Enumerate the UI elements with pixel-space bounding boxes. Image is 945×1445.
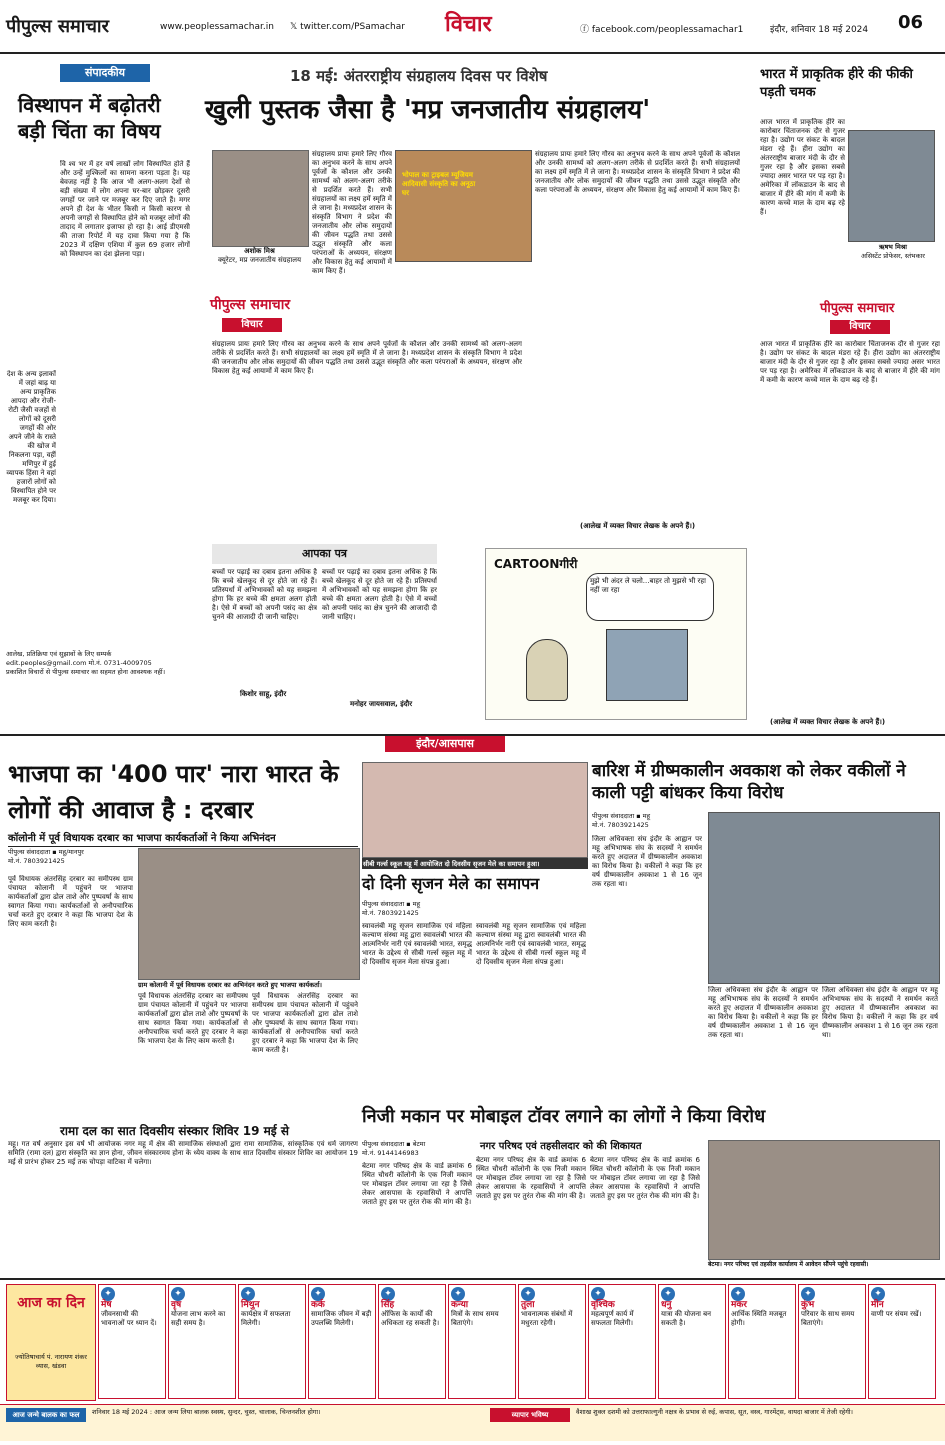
zodiac-box	[518, 1284, 586, 1399]
zodiac-symbol-icon: ✦	[521, 1287, 535, 1301]
author-title: क्यूरेटर, मप्र जनजातीय संग्रहालय	[217, 256, 302, 264]
letters-body-1: बच्चों पर पढ़ाई का दबाव इतना अधिक है कि बच्चे खेलकूद से दूर होते जा रहे हैं। प्रतिस्पर्धा में अभिभावकों को यह समझना होगा कि हर बच्चे की क्षमता अलग होती है। ऐसे में बच्चों को अपनी पसंद का क्षेत्र चुनने की आजादी दी जानी चाहिए।	[212, 568, 317, 621]
zodiac-sign-name: तुला	[521, 1300, 535, 1310]
feature-headline: खुली पुस्तक जैसा है 'मप्र जनजातीय संग्रहालय'	[205, 95, 651, 125]
brand-badge-2: पीपुल्स समाचार	[820, 301, 895, 316]
cooler-drawing	[606, 629, 688, 701]
museum-photo-caption: भोपाल का ट्राइबल म्यूजियम आदिवासी संस्कृति का अनूठा घर	[402, 171, 476, 197]
story2-body-2: स्वावलंबी महू सृजन सामाजिक एवं महिला कल्याण संस्था महू द्वारा स्वावलंबी भारत की आत्मनिर्भर नारी एवं स्वावलंबी भारत, समृद्ध भारत के उद्देश्य से सीबी गर्ल्स स्कूल महू में दो दिवसीय सृजन मेला संपन्न हुआ।	[476, 922, 586, 966]
author-name: अशोक मिश्र	[244, 247, 275, 255]
kid-label: आज जन्मे बालक का फल	[6, 1408, 86, 1422]
editorial-footer	[6, 650, 191, 677]
story1-body-2: पूर्व विधायक अंतरसिंह दरबार का समीपस्थ ग्राम पंचायत कोलानी में पहुंचने पर भाजपा कार्यकर्ताओं द्वारा ढोल ताशे और पुष्पवर्षा के साथ स्वागत किया गया। कार्यकर्ताओं से अनौपचारिक चर्चा करते हुए दरबार ने कहा कि भाजपा देश के लिए काम करती है।	[138, 992, 248, 1045]
cartoon-title: CARTOONगीरी	[494, 557, 578, 571]
editorial-body: वि श्व भर में हर वर्ष लाखों लोग विस्थापित होते हैं और उन्हें मुश्किलों का सामना करना पड़ता है। यह बेवजह नहीं है कि आज भी अलग-अलग देशों से बड़ी संख्या में लोग अपना घर-बार छोड़कर दूसरी जगहों पर जाने पर मजबूर कर दिए जाते हैं। मगर अपने ही देश के भीतर किसी न किसी कारण से अपनी जगहों से विस्थापित होने को मजबूर लोगों की तादाद में लगातार इजाफा हो रहा है। आई डीएमसी की ताजा रिपोर्ट में यह दावा किया गया है कि 2023 में दक्षिण एशिया में कुल 69 हजार लोगों को विस्थापन का दंश झेलना पड़ा।	[60, 160, 190, 258]
letter-signature-1: किशोर साहू, इंदौर	[240, 690, 287, 698]
diamond-body-1: आज भारत में प्राकृतिक हीरे का कारोबार चिंताजनक दौर से गुजर रहा है। उद्योग पर संकट के बादल मंडरा रहे हैं। हीरा उद्योग का अंतरराष्ट्रीय बाजार मंदी के दौर से गुजर रहा है और इसका सबसे ज्यादा असर भारत पर पड़ रहा है। अमेरिका में लॉकडाउन के बाद से बाजार में हीरे की मांग में कमी के कारण कच्चे माल के दाम बढ़ रहे हैं।	[760, 118, 845, 216]
issue-date: इंदौर, शनिवार 18 मई 2024	[770, 25, 869, 35]
zodiac-sign-name: धनु	[661, 1300, 672, 1310]
byline-name: पीपुल्स संवाददाता	[362, 900, 405, 908]
byline-name: पीपुल्स संवाददाता	[8, 848, 51, 856]
story4-headline: निजी मकान पर मोबाइल टॉवर लगाने का लोगों ने किया विरोध	[362, 1106, 766, 1127]
diamond-note: (आलेख में व्यक्त विचार लेखक के अपने हैं।)	[770, 718, 886, 726]
diamond-body-2: आज भारत में प्राकृतिक हीरे का कारोबार चिंताजनक दौर से गुजर रहा है। उद्योग पर संकट के बादल मंडरा रहे हैं। हीरा उद्योग का अंतरराष्ट्रीय बाजार मंदी के दौर से गुजर रहा है और इसका सबसे ज्यादा असर भारत पर पड़ रहा है। अमेरिका में लॉकडाउन के बाद से बाजार में हीरे की मांग में कमी के कारण कच्चे माल के दाम बढ़ रहे हैं।	[760, 340, 940, 384]
section2-tag: इंदौर/आसपास	[385, 736, 505, 752]
rashifal-divider	[0, 1278, 945, 1280]
facebook-handle: facebook.com/peoplessamachar1	[591, 25, 744, 35]
story2-byline: पीपुल्स संवाददाता ▪ महू मो.नं. 7803921425	[362, 900, 421, 917]
story2-headline: दो दिनी सृजन मेले का समापन	[362, 874, 540, 893]
facebook-icon: ⓕ	[580, 25, 592, 35]
editorial-headline: विस्थापन में बढ़ोतरी बड़ी चिंता का विषय	[18, 93, 161, 143]
story3-body-1: जिला अधिवक्ता संघ इंदौर के आह्वान पर महू अभिभाषक संघ के सदस्यों ने समर्थन करते हुए अदालत में ग्रीष्मकालीन अवकाश का विरोध किया है। वकीलों ने कहा कि हर वर्ष ग्रीष्मकालीन अवकाश 1 से 16 जून तक रहता था।	[592, 835, 702, 888]
zodiac-prediction: आर्थिक स्थिति मजबूत होगी।	[731, 1310, 787, 1327]
feature-body-1: संग्रहालय प्रायः हमारे लिए गौरव का अनुभव करने के साथ अपने पूर्वजों के कौशल और उनकी सामर्थ्य को अलग-अलग तरीके से प्रदर्शित करते हैं। सभी संग्रहालयों का लक्ष्य हमें स्मृति में ले जाना है। मध्यप्रदेश शासन के संस्कृति विभाग ने प्रदेश की जनजातीय और लोक समुदायों की जीवन पद्धति तथा उससे उद्भूत संस्कृति और कला परंपराओं के अध्ययन, संरक्षण और विकास हेतु कई आयामों में काम किए हैं।	[312, 150, 392, 275]
business-label: व्यापार भविष्य	[490, 1408, 570, 1422]
story1-caption: ग्राम कोलानी में पूर्व विधायक दरबार का अभिनंदन करते हुए भाजपा कार्यकर्ता।	[138, 981, 322, 989]
zodiac-symbol-icon: ✦	[101, 1287, 115, 1301]
story4-photo	[708, 1140, 940, 1260]
vichar-badge-2: विचार	[830, 320, 890, 334]
zodiac-prediction: महत्वपूर्ण कार्य में सफलता मिलेगी।	[591, 1310, 634, 1327]
zodiac-box	[378, 1284, 446, 1399]
feature-body-2: संग्रहालय प्रायः हमारे लिए गौरव का अनुभव करने के साथ अपने पूर्वजों के कौशल और उनकी सामर्थ्य को अलग-अलग तरीके से प्रदर्शित करते हैं। सभी संग्रहालयों का लक्ष्य हमें स्मृति में ले जाना है। मध्यप्रदेश शासन के संस्कृति विभाग ने प्रदेश की जनजातीय और लोक समुदायों की जीवन पद्धति तथा उससे उद्भूत संस्कृति और कला परंपराओं के अध्ययन, संरक्षण और विकास हेतु कई आयामों में काम किए हैं।	[212, 340, 522, 375]
byline-phone: मो.नं. 7803921425	[8, 857, 65, 865]
story3-photo	[708, 812, 940, 984]
columnist-credit	[848, 242, 938, 260]
byline-place: बेटमा	[412, 1140, 426, 1148]
zodiac-sign-name: सिंह	[381, 1300, 395, 1310]
zodiac-sign-name: कुंभ	[801, 1300, 815, 1310]
zodiac-prediction: सामाजिक जीवन में बड़ी उपलब्धि मिलेगी।	[311, 1310, 372, 1327]
zodiac-box	[448, 1284, 516, 1399]
byline-phone: मो.नं. 7803921425	[362, 909, 419, 917]
story2-photo	[362, 762, 588, 858]
zodiac-sign-name: मीन	[871, 1300, 884, 1310]
zodiac-symbol-icon: ✦	[171, 1287, 185, 1301]
feature-body-3: संग्रहालय प्रायः हमारे लिए गौरव का अनुभव करने के साथ अपने पूर्वजों के कौशल और उनकी सामर्थ्य को अलग-अलग तरीके से प्रदर्शित करते हैं। सभी संग्रहालयों का लक्ष्य हमें स्मृति में ले जाना है। मध्यप्रदेश शासन के संस्कृति विभाग ने प्रदेश की जनजातीय और लोक समुदायों की जीवन पद्धति तथा उससे उद्भूत संस्कृति और कला परंपराओं के अध्ययन, संरक्षण और विकास हेतु कई आयामों में काम किए हैं।	[535, 150, 740, 194]
zodiac-prediction: योजना लाभ करने का सही समय है।	[171, 1310, 226, 1327]
zodiac-box	[308, 1284, 376, 1399]
zodiac-box	[658, 1284, 726, 1399]
zodiac-symbol-icon: ✦	[801, 1287, 815, 1301]
story5-headline: रामा दल का सात दिवसीय संस्कार शिविर 19 मई से	[60, 1124, 289, 1138]
museum-photo	[395, 150, 532, 262]
byline-place: महू/मानपुर	[58, 848, 84, 856]
page-number: 06	[898, 12, 924, 33]
zodiac-symbol-icon: ✦	[591, 1287, 605, 1301]
zodiac-sign-name: मकर	[731, 1300, 747, 1310]
cartoon-panel	[485, 548, 747, 720]
byline-place: महू	[412, 900, 421, 908]
vichar-badge: विचार	[222, 318, 282, 332]
zodiac-box	[728, 1284, 796, 1399]
footer-line-1: आलेख, प्रतिक्रिया एवं सुझावों के लिए सम्पर्क	[6, 650, 112, 658]
zodiac-box	[168, 1284, 236, 1399]
zodiac-symbol-icon: ✦	[871, 1287, 885, 1301]
editorial-tag: संपादकीय	[60, 64, 150, 82]
story4-body-3: बेटमा नगर परिषद क्षेत्र के वार्ड क्रमांक 6 स्थित चौधरी कॉलोनी के एक निजी मकान पर मोबाइल टॉवर लगाया जा रहा है जिसे लेकर आसपास के रहवासियों ने आपत्ति जताते हुए इस पर तुरंत रोक की मांग की है।	[590, 1156, 700, 1200]
footer-strip	[0, 1404, 945, 1441]
zodiac-symbol-icon: ✦	[661, 1287, 675, 1301]
brand-logo: पीपुल्स समाचार	[6, 16, 109, 37]
section-title: विचार	[445, 12, 492, 37]
brand-badge: पीपुल्स समाचार	[210, 297, 291, 313]
author-photo	[212, 150, 309, 247]
story1-byline: पीपुल्स संवाददाता ▪ महू/मानपुर मो.नं. 7803921425	[8, 848, 84, 865]
zodiac-sign-name: वृश्चिक	[591, 1300, 615, 1310]
story1-body-1: पूर्व विधायक अंतरसिंह दरबार का समीपस्थ ग्राम पंचायत कोलानी में पहुंचने पर भाजपा कार्यकर्ताओं द्वारा ढोल ताशे और पुष्पवर्षा के साथ स्वागत किया गया। कार्यकर्ताओं से अनौपचारिक चर्चा करते हुए दरबार ने कहा कि भाजपा देश के लिए काम करती है।	[8, 875, 133, 928]
story4-byline: पीपुल्स संवाददाता ▪ बेटमा मो.नं. 9144146983	[362, 1140, 426, 1157]
story1-subhead: कॉलोनी में पूर्व विधायक दरबार का भाजपा कार्यकर्ताओं ने किया अभिनंदन	[8, 830, 358, 847]
story4-body-1: बेटमा नगर परिषद क्षेत्र के वार्ड क्रमांक 6 स्थित चौधरी कॉलोनी के एक निजी मकान पर मोबाइल टॉवर लगाया जा रहा है जिसे लेकर आसपास के रहवासियों ने आपत्ति जताते हुए इस पर तुरंत रोक की मांग की है।	[362, 1162, 472, 1206]
facebook-link[interactable]	[580, 22, 743, 35]
zodiac-prediction: ऑफिस के कार्यों की अधिकता रह सकती है।	[381, 1310, 440, 1327]
story3-byline: पीपुल्स संवाददाता ▪ महू मो.नं. 7803921425	[592, 812, 651, 829]
story5-body: महू। गत वर्ष अनुसार इस वर्ष भी आयोजक नगर महू में क्षेत्र की सामाजिक संस्थाओं द्वारा रामा सामाजिक, सांस्कृतिक एवं धर्म जागरण समिति (रामा दल) द्वारा संस्कृति का ज्ञान होना, जीवन संस्कारमय होना के ध्येय वाक्य के साथ सात दिवसीय संस्कार शिविर का आयोजन 19 मई से प्रारंभ होकर 25 मई तक चोपड़ा वाटिका में चलेगा।	[8, 1140, 358, 1166]
zodiac-prediction: कार्यक्षेत्र में सफलता मिलेगी।	[241, 1310, 291, 1327]
editorial-side-quote: देश के अन्य इलाकों में जहां बाढ़ या अन्य प्राकृतिक आपदा और रोजी-रोटी जैसी वजहों से लोगों को दूसरी जगहों की ओर अपने जीने के रास्ते की खोज में निकलना पड़ा, वहीं मणिपुर में हुई व्यापक हिंसा ने वहां हजारों लोगों को विस्थापित होने पर मजबूर कर दिया।	[6, 370, 56, 504]
kid-text: शनिवार 18 मई 2024 : आज जन्म लिया बालक स्वस्थ, सुन्दर, चुस्त, चालाक, चिन्तनशील होगा।	[92, 1408, 321, 1416]
story3-body-3: जिला अधिवक्ता संघ इंदौर के आह्वान पर महू अभिभाषक संघ के सदस्यों ने समर्थन करते हुए अदालत में ग्रीष्मकालीन अवकाश का विरोध किया है। वकीलों ने कहा कि हर वर्ष ग्रीष्मकालीन अवकाश 1 से 16 जून तक रहता था।	[822, 986, 938, 1039]
rashifal-astrologer: ज्योतिषाचार्य पं. नारायण शंकर व्यास, खंडवा	[15, 1353, 87, 1370]
columnist-name: ऋषभ मिश्रा	[879, 243, 907, 251]
byline-name: पीपुल्स संवाददाता	[592, 812, 635, 820]
rashifal-title: आज का दिन	[17, 1295, 85, 1311]
twitter-handle: twitter.com/PSamachar	[300, 22, 405, 32]
zodiac-prediction: जीवनसाथी की भावनाओं पर ध्यान दें।	[101, 1310, 157, 1327]
zodiac-sign-name: कन्या	[451, 1300, 469, 1310]
zodiac-box	[588, 1284, 656, 1399]
diamond-headline: भारत में प्राकृतिक हीरे की फीकी पड़ती चमक	[760, 67, 913, 100]
person-drawing	[526, 639, 568, 701]
story4-body-2: बेटमा नगर परिषद क्षेत्र के वार्ड क्रमांक 6 स्थित चौधरी कॉलोनी के एक निजी मकान पर मोबाइल टॉवर लगाया जा रहा है जिसे लेकर आसपास के रहवासियों ने आपत्ति जताते हुए इस पर तुरंत रोक की मांग की है।	[476, 1156, 586, 1200]
columnist-photo	[848, 130, 935, 242]
zodiac-prediction: मित्रों के साथ समय बिताएंगे।	[451, 1310, 499, 1327]
zodiac-sign-name: कर्क	[311, 1300, 325, 1310]
zodiac-symbol-icon: ✦	[731, 1287, 745, 1301]
zodiac-sign-name: वृष	[171, 1300, 182, 1310]
story1-body-3: पूर्व विधायक अंतरसिंह दरबार का समीपस्थ ग्राम पंचायत कोलानी में पहुंचने पर भाजपा कार्यकर्ताओं द्वारा ढोल ताशे और पुष्पवर्षा के साथ स्वागत किया गया। कार्यकर्ताओं से अनौपचारिक चर्चा करते हुए दरबार ने कहा कि भाजपा देश के लिए काम करती है।	[252, 992, 358, 1054]
story3-body-2: जिला अधिवक्ता संघ इंदौर के आह्वान पर महू अभिभाषक संघ के सदस्यों ने समर्थन करते हुए अदालत में ग्रीष्मकालीन अवकाश का विरोध किया है। वकीलों ने कहा कि हर वर्ष ग्रीष्मकालीन अवकाश 1 से 16 जून तक रहता था।	[708, 986, 818, 1039]
byline-phone: मो.नं. 7803921425	[592, 821, 649, 829]
zodiac-symbol-icon: ✦	[311, 1287, 325, 1301]
rashifal-title-box	[6, 1284, 96, 1401]
footer-disclaimer: प्रकाशित विचारों से पीपुल्स समाचार का सहमत होना आवश्यक नहीं।	[6, 668, 166, 676]
letter-signature-2: मनोहर जायसवाल, इंदौर	[350, 700, 413, 708]
story4-caption: बेटमा। नगर परिषद एवं तहसील कार्यालय में आवेदन सौंपने पहुंचे रहवासी।	[708, 1261, 869, 1268]
zodiac-symbol-icon: ✦	[381, 1287, 395, 1301]
columnist-title: असिस्टेंट प्रोफेसर, स्तंभकार	[861, 252, 925, 260]
business-text: वैशाख शुक्ल दशमी को उत्तराफाल्गुनी नक्षत्र के प्रभाव से रुई, कपास, सूत, वस्त्र, गारमेंट्स, वायदा बाजार में तेजी रहेगी।	[576, 1408, 853, 1416]
story2-body-1: स्वावलंबी महू सृजन सामाजिक एवं महिला कल्याण संस्था महू द्वारा स्वावलंबी भारत की आत्मनिर्भर नारी एवं स्वावलंबी भारत, समृद्ध भारत के उद्देश्य से सीबी गर्ल्स स्कूल महू में दो दिवसीय सृजन मेला संपन्न हुआ।	[362, 922, 472, 966]
letters-title: आपका पत्र	[212, 544, 437, 564]
zodiac-sign-name: मेष	[101, 1300, 112, 1310]
zodiac-prediction: यात्रा की योजना बन सकती है।	[661, 1310, 712, 1327]
story1-headline: भाजपा का '400 पार' नारा भारत के लोगों की आवाज है : दरबार	[8, 760, 339, 824]
column-rule	[752, 58, 754, 728]
byline-name: पीपुल्स संवाददाता	[362, 1140, 405, 1148]
zodiac-box	[798, 1284, 866, 1399]
twitter-link[interactable]	[290, 22, 405, 32]
story2-caption: सीबी गर्ल्स स्कूल महू में आयोजित दो दिवसीय सृजन मेले का समापन हुआ।	[362, 858, 588, 869]
zodiac-prediction: परिवार के साथ समय बिताएंगे।	[801, 1310, 855, 1327]
zodiac-box	[98, 1284, 166, 1399]
feature-note: (आलेख में व्यक्त विचार लेखक के अपने हैं।)	[580, 522, 696, 530]
zodiac-prediction: भावनात्मक संबंधों में मधुरता रहेगी।	[521, 1310, 573, 1327]
byline-phone: मो.नं. 9144146983	[362, 1149, 419, 1157]
byline-place: महू	[642, 812, 651, 820]
zodiac-symbol-icon: ✦	[451, 1287, 465, 1301]
cartoon-speech-bubble: मुझे भी अंदर ले चलो...बाहर तो मुझसे भी रहा नहीं जा रहा	[586, 573, 714, 621]
masthead	[0, 0, 945, 54]
website-link[interactable]: www.peoplessamachar.in	[160, 22, 274, 32]
footer-email[interactable]: edit.peoples@gmail.com मो.नं. 0731-4009705	[6, 659, 152, 667]
author-credit	[212, 247, 307, 265]
letters-body-2: बच्चों पर पढ़ाई का दबाव इतना अधिक है कि बच्चे खेलकूद से दूर होते जा रहे हैं। प्रतिस्पर्धा में अभिभावकों को यह समझना होगा कि हर बच्चे की क्षमता अलग होती है। ऐसे में बच्चों को अपनी पसंद का क्षेत्र चुनने की आजादी दी जानी चाहिए।	[322, 568, 437, 621]
feature-kicker: 18 मई: अंतरराष्ट्रीय संग्रहालय दिवस पर विशेष	[290, 67, 548, 85]
zodiac-box	[238, 1284, 306, 1399]
zodiac-symbol-icon: ✦	[241, 1287, 255, 1301]
zodiac-prediction: वाणी पर संयम रखें।	[871, 1310, 922, 1318]
story3-headline: बारिश में ग्रीष्मकालीन अवकाश को लेकर वकीलों ने काली पट्टी बांधकर किया विरोध	[592, 761, 906, 803]
story1-photo	[138, 848, 360, 980]
zodiac-box	[868, 1284, 936, 1399]
zodiac-sign-name: मिथुन	[241, 1300, 260, 1310]
story4-subhead: नगर परिषद एवं तहसीलदार को की शिकायत	[480, 1141, 642, 1152]
twitter-icon: 𝕏	[290, 22, 301, 32]
